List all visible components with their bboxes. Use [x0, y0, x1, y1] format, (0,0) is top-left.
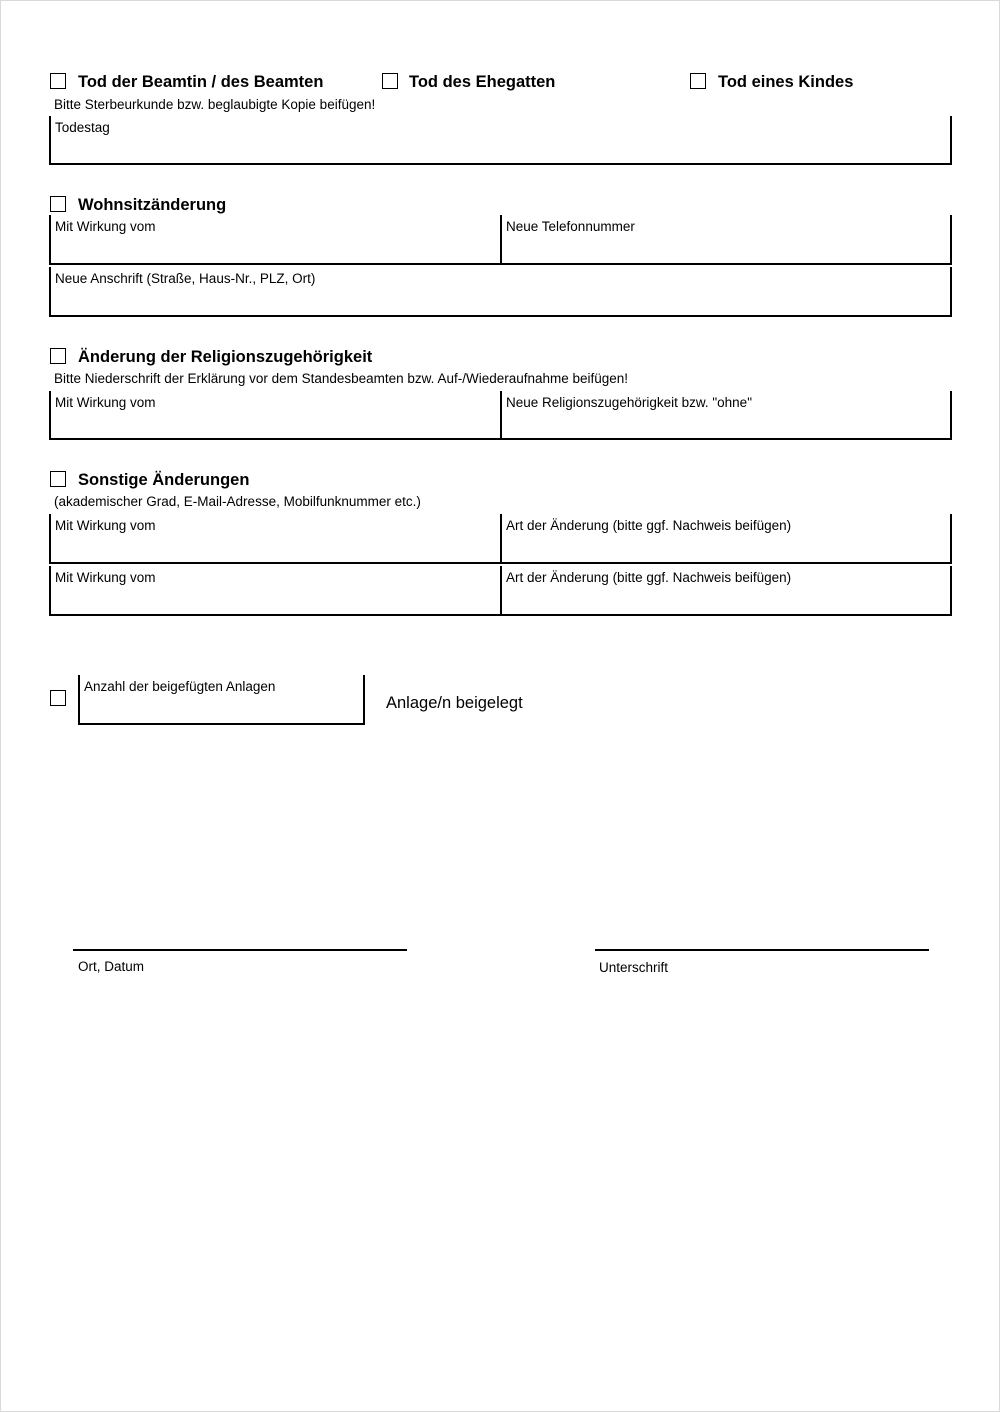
checkbox-religion-change[interactable]: [50, 348, 66, 364]
religion-title: Änderung der Religionszugehörigkeit: [78, 348, 373, 366]
other-title: Sonstige Änderungen: [78, 471, 250, 489]
other-row1-change-type-label: Art der Änderung (bitte ggf. Nachweis beifügen): [506, 518, 792, 533]
new-address-field[interactable]: [49, 267, 952, 317]
label-death-official: Tod der Beamtin / des Beamten: [78, 73, 324, 91]
new-phone-field[interactable]: [500, 215, 952, 265]
residence-title: Wohnsitzänderung: [78, 196, 227, 214]
other-row1-change-type-field[interactable]: [500, 514, 952, 564]
label-death-child: Tod eines Kindes: [718, 73, 854, 91]
attachments-suffix: Anlage/n beigelegt: [386, 694, 523, 712]
new-religion-field[interactable]: [500, 391, 952, 440]
attachment-count-label: Anzahl der beigefügten Anlagen: [84, 679, 276, 694]
religion-effective-date-label: Mit Wirkung vom: [55, 395, 156, 410]
place-date-label: Ort, Datum: [78, 959, 145, 974]
new-phone-label: Neue Telefonnummer: [506, 219, 635, 234]
other-row2-effective-date-field[interactable]: [49, 566, 501, 616]
checkbox-death-official[interactable]: [50, 73, 66, 89]
place-date-line[interactable]: [73, 949, 407, 951]
religion-hint: Bitte Niederschrift der Erklärung vor dem Standesbeamten bzw. Auf-/Wiederaufnahme beifügen!: [54, 371, 629, 386]
checkbox-death-child[interactable]: [690, 73, 706, 89]
signature-line[interactable]: [595, 949, 929, 951]
other-row1-effective-date-field[interactable]: [49, 514, 501, 564]
new-religion-label: Neue Religionszugehörigkeit bzw. "ohne": [506, 395, 752, 410]
attachment-count-field[interactable]: [78, 675, 365, 725]
checkbox-residence-change[interactable]: [50, 196, 66, 212]
other-row2-effective-date-label: Mit Wirkung vom: [55, 570, 156, 585]
label-death-spouse: Tod des Ehegatten: [409, 73, 556, 91]
date-of-death-label: Todestag: [55, 120, 110, 135]
other-row2-change-type-field[interactable]: [500, 566, 952, 616]
checkbox-attachments[interactable]: [50, 690, 66, 706]
death-hint: Bitte Sterbeurkunde bzw. beglaubigte Kopie beifügen!: [54, 97, 376, 112]
other-row1-effective-date-label: Mit Wirkung vom: [55, 518, 156, 533]
checkbox-death-spouse[interactable]: [382, 73, 398, 89]
signature-label: Unterschrift: [599, 960, 669, 975]
residence-effective-date-field[interactable]: [49, 215, 501, 265]
residence-effective-date-label: Mit Wirkung vom: [55, 219, 156, 234]
date-of-death-field[interactable]: [49, 116, 952, 165]
new-address-label: Neue Anschrift (Straße, Haus-Nr., PLZ, Ort): [55, 271, 316, 286]
other-row2-change-type-label: Art der Änderung (bitte ggf. Nachweis beifügen): [506, 570, 792, 585]
other-hint: (akademischer Grad, E-Mail-Adresse, Mobilfunknummer etc.): [54, 494, 421, 509]
checkbox-other-changes[interactable]: [50, 471, 66, 487]
religion-effective-date-field[interactable]: [49, 391, 501, 440]
